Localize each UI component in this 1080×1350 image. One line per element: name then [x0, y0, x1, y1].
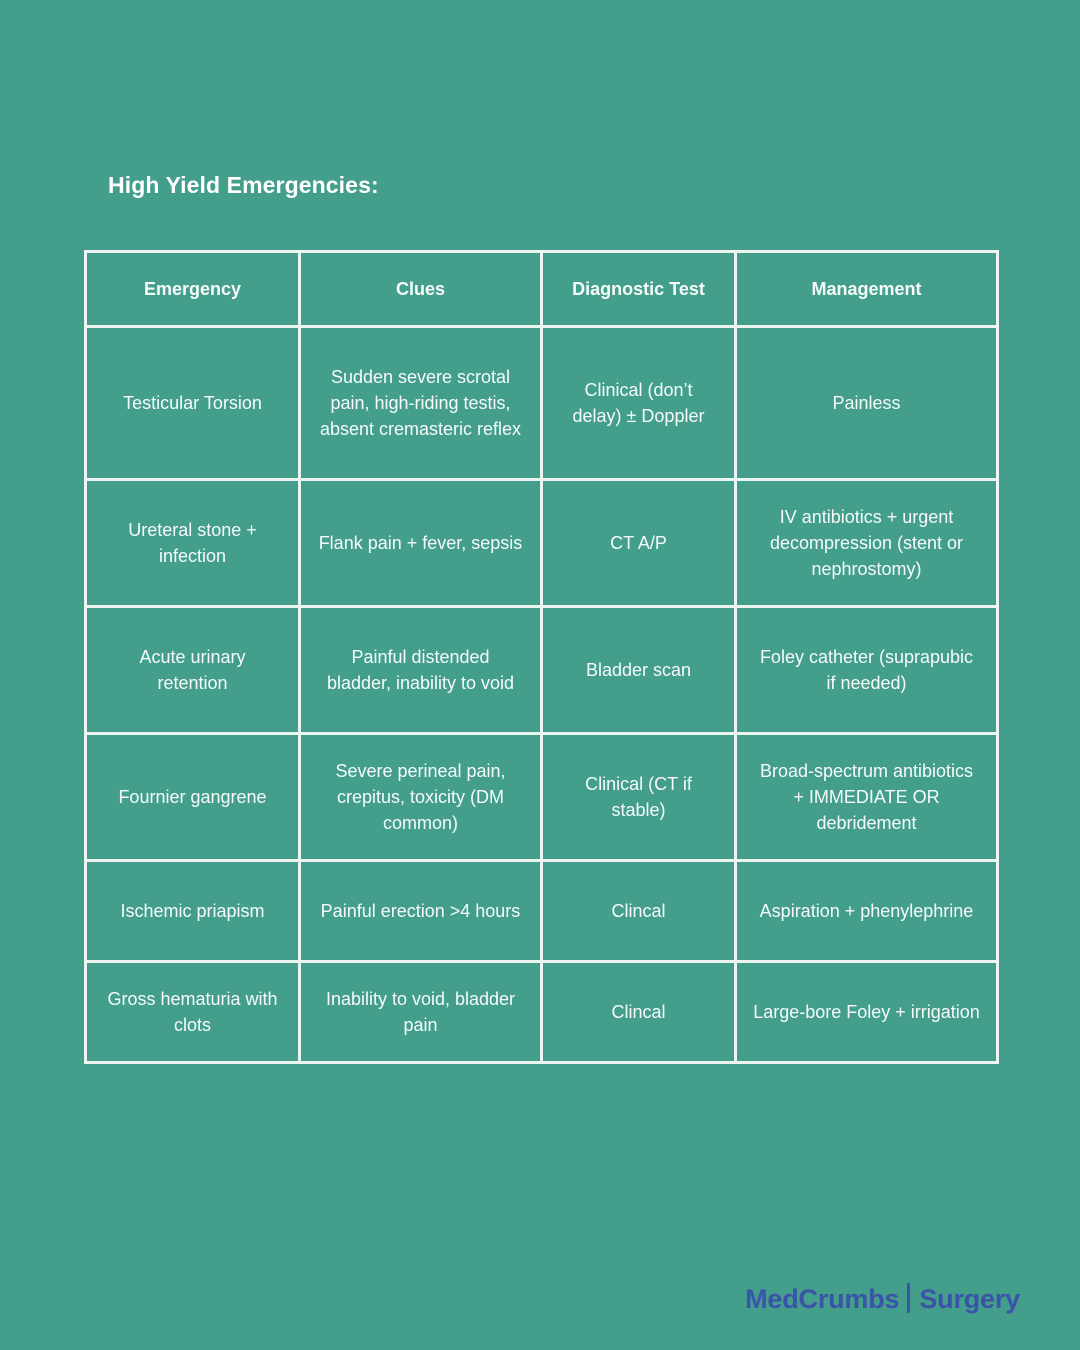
table-row — [86, 734, 998, 861]
cell-clues: Flank pain + fever, sepsis — [300, 480, 542, 607]
cell-emergency: Fournier gangrene — [86, 734, 300, 861]
page-title: High Yield Emergencies: — [108, 172, 379, 198]
cell-emergency: Acute urinary retention — [86, 607, 300, 734]
table-row — [86, 607, 998, 734]
table-row — [86, 480, 998, 607]
cell-diagnostic-test: Clinical (CT if stable) — [542, 734, 736, 861]
brand-section: Surgery — [919, 1284, 1020, 1314]
table-row — [86, 861, 998, 962]
cell-emergency: Ischemic priapism — [86, 861, 300, 962]
cell-emergency: Testicular Torsion — [86, 327, 300, 480]
cell-emergency: Ureteral stone + infection — [86, 480, 300, 607]
column-header-management: Management — [736, 252, 998, 327]
cell-management: Foley catheter (suprapubic if needed) — [736, 607, 998, 734]
cell-diagnostic-test: Clincal — [542, 962, 736, 1063]
table-row — [86, 962, 998, 1063]
cell-diagnostic-test: Clinical (don’t delay) ± Doppler — [542, 327, 736, 480]
emergencies-table — [84, 250, 999, 1064]
cell-clues: Sudden severe scrotal pain, high-riding testis, absent cremasteric reflex — [300, 327, 542, 480]
cell-diagnostic-test: Clincal — [542, 861, 736, 962]
cell-emergency: Gross hematuria with clots — [86, 962, 300, 1063]
cell-clues: Severe perineal pain, crepitus, toxicity (DM common) — [300, 734, 542, 861]
table-header-row — [86, 252, 998, 327]
cell-management: Large-bore Foley + irrigation — [736, 962, 998, 1063]
brand-footer — [745, 1283, 1020, 1315]
table-row — [86, 327, 998, 480]
cell-management: IV antibiotics + urgent decompression (stent or nephrostomy) — [736, 480, 998, 607]
cell-management: Broad-spectrum antibiotics + IMMEDIATE OR debridement — [736, 734, 998, 861]
column-header-clues: Clues — [300, 252, 542, 327]
brand-divider — [907, 1283, 910, 1313]
cell-clues: Inability to void, bladder pain — [300, 962, 542, 1063]
column-header-emergency: Emergency — [86, 252, 300, 327]
cell-diagnostic-test: Bladder scan — [542, 607, 736, 734]
cell-management: Aspiration + phenylephrine — [736, 861, 998, 962]
brand-name: MedCrumbs — [745, 1284, 900, 1314]
cell-management: Painless — [736, 327, 998, 480]
column-header-diagnostic-test: Diagnostic Test — [542, 252, 736, 327]
cell-clues: Painful distended bladder, inability to void — [300, 607, 542, 734]
cell-clues: Painful erection >4 hours — [300, 861, 542, 962]
cell-diagnostic-test: CT A/P — [542, 480, 736, 607]
